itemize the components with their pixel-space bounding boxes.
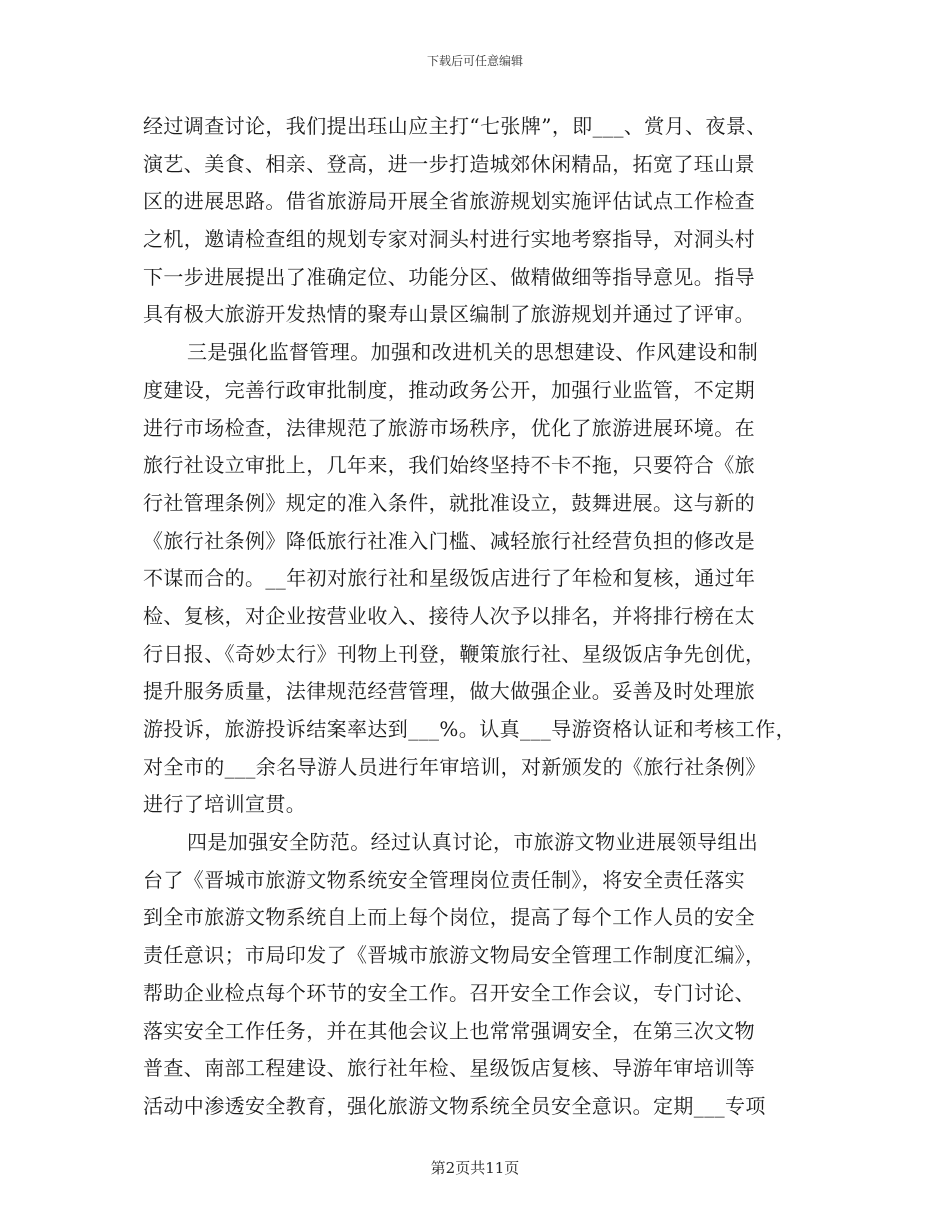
- text-line: 不谋而合的。__年初对旅行社和星级饭店进行了年检和复核，通过年: [143, 566, 756, 591]
- text-line: 活动中渗透安全教育，强化旅游文物系统全员安全意识。定期___专项: [143, 1093, 766, 1118]
- text-line: 台了《晋城市旅游文物系统安全管理岗位责任制》，将安全责任落实: [143, 867, 745, 892]
- text-line: 进行市场检查，法律规范了旅游市场秩序，优化了旅游进展环境。在: [143, 415, 755, 440]
- text-line: 下一步进展提出了准确定位、功能分区、做精做细等指导意见。指导: [143, 264, 755, 289]
- text-line: 《旅行社条例》降低旅行社准入门槛、减轻旅行社经营负担的修改是: [143, 528, 755, 553]
- text-line: 游投诉，旅游投诉结案率达到___%。认真___导游资格认证和考核工作，: [143, 717, 797, 741]
- text-line: 度建设，完善行政审批制度，推动政务公开，加强行业监管，不定期: [143, 377, 755, 402]
- text-line: 经过调查讨论，我们提出珏山应主打“七张牌”，即___、赏月、夜景、: [143, 114, 767, 138]
- text-line: 帮助企业检点每个环节的安全工作。召开安全工作会议，专门讨论、: [143, 980, 755, 1005]
- text-line: 具有极大旅游开发热情的聚寿山景区编制了旅游规划并通过了评审。: [143, 302, 755, 327]
- text-line: 普查、南部工程建设、旅行社年检、星级饭店复核、导游年审培训等: [143, 1056, 755, 1081]
- text-line: 对全市的___余名导游人员进行年审培训，对新颁发的《旅行社条例》: [143, 754, 766, 779]
- text-line: 旅行社设立审批上，几年来，我们始终坚持不卡不拖，只要符合《旅: [143, 453, 755, 478]
- page-number: 第2页共11页: [430, 1159, 520, 1177]
- text-line: 责任意识；市局印发了《晋城市旅游文物局安全管理工作制度汇编》，: [143, 943, 766, 968]
- text-line: 检、复核，对企业按营业收入、接待人次予以排名，并将排行榜在太: [143, 603, 755, 628]
- text-line: 到全市旅游文物系统自上而上每个岗位，提高了每个工作人员的安全: [143, 905, 755, 930]
- page-header: 下载后可任意编辑: [426, 54, 523, 68]
- text-line: 行日报、《奇妙太行》刊物上刊登，鞭策旅行社、星级饭店争先创优，: [143, 641, 766, 666]
- text-line: 四是加强安全防范。经过认真讨论，市旅游文物业进展领导组出: [187, 830, 759, 855]
- document-body: [143, 108, 817, 1126]
- text-line: 行社管理条例》规定的准入条件，就批准设立，鼓舞进展。这与新的: [143, 490, 755, 515]
- text-line: 三是强化监督管理。加强和改进机关的思想建设、作风建设和制: [187, 340, 759, 365]
- text-line: 演艺、美食、相亲、登高，进一步打造城郊休闲精品，拓宽了珏山景: [143, 151, 755, 176]
- text-line: 区的进展思路。借省旅游局开展全省旅游规划实施评估试点工作检查: [143, 189, 755, 214]
- text-line: 进行了培训宣贯。: [143, 792, 307, 817]
- text-line: 提升服务质量，法律规范经营管理，做大做强企业。妥善及时处理旅: [143, 679, 755, 704]
- text-line: 落实安全工作任务，并在其他会议上也常常强调安全，在第三次文物: [143, 1018, 755, 1043]
- text-line: 之机，邀请检查组的规划专家对洞头村进行实地考察指导，对洞头村: [143, 227, 755, 252]
